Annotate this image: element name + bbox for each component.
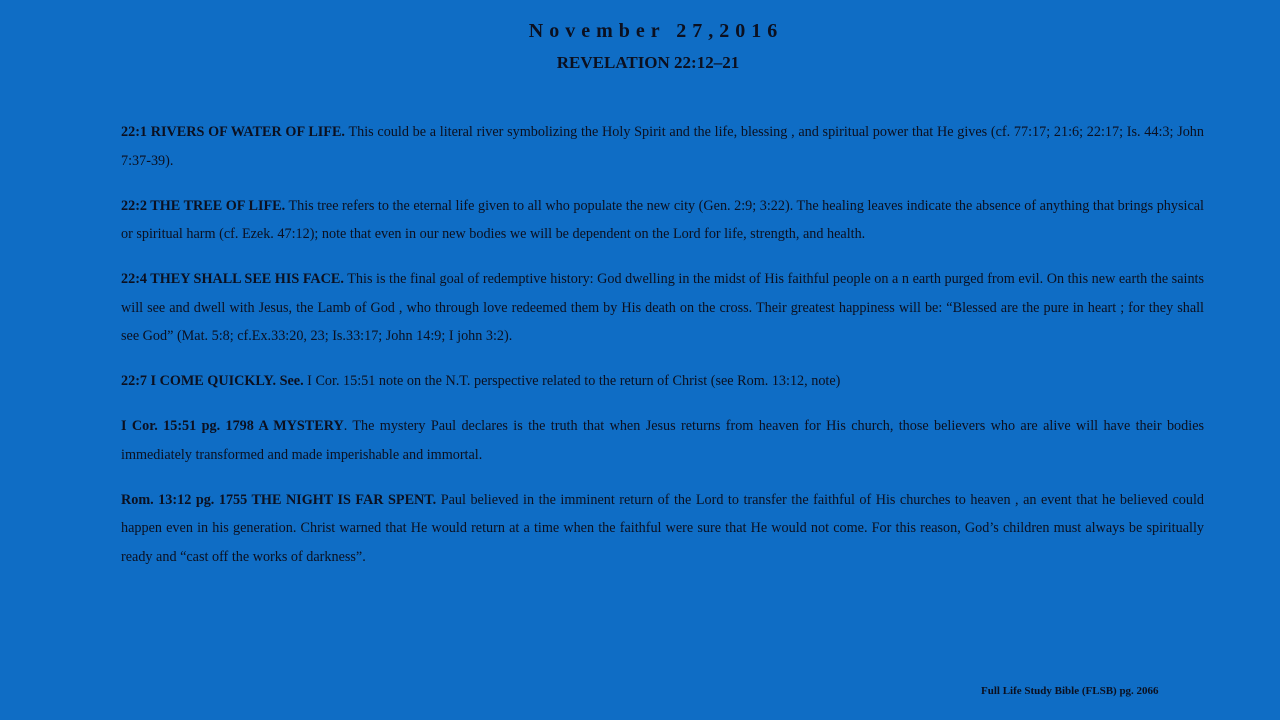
note-text: This is the final goal of redemptive history: God dwelling in the midst of His faithful people on a n earth purged from evil. On this new earth the saints will see and dwell with Jesus, the Lamb of God , who through love redeemed them by His death on the cross. Their greatest happiness will be: “Blessed are the pure in heart ; for they shall see God” (Mat. 5:8; cf.Ex.33:20, 23; Is.33:17; John 14:9; I john 3:2). (121, 271, 1204, 344)
note-heading: Rom. 13:12 pg. 1755 THE NIGHT IS FAR SPENT. (121, 491, 437, 508)
source-citation: Full Life Study Bible (FLSB) pg. 2066 (981, 685, 1159, 697)
note-paragraph (121, 367, 1204, 396)
note-heading: I Cor. 15:51 pg. 1798 A MYSTERY (121, 418, 344, 434)
slide-date: November 27,2016 (528, 20, 784, 42)
note-text: This could be a literal river symbolizing the Holy Spirit and the life, blessing , and spiritual power that He gives (cf. 77:17; 21:6; 22:17; Is. 44:3; John 7:37-39). (121, 124, 1204, 169)
note-paragraph (121, 118, 1204, 175)
note-paragraph (121, 265, 1204, 351)
note-heading: 22:2 THE TREE OF LIFE. (121, 197, 286, 214)
note-heading: 22:1 RIVERS OF WATER OF LIFE. (121, 124, 345, 140)
note-text: I Cor. 15:51 note on the N.T. perspective related to the return of Christ (see Rom. 13:12, note) (303, 373, 841, 389)
note-text: Paul believed in the imminent return of the Lord to transfer the faithful of His churches to heaven , an event that he believed could happen even in his generation. Christ warned that He would return at a time when the faithful were sure that He would not come. For this reason, God’s children must always be spiritually ready and “cast off the works of darkness”. (121, 491, 1204, 565)
note-heading: 22:4 THEY SHALL SEE HIS FACE. (121, 271, 344, 287)
note-text: . The mystery Paul declares is the truth that when Jesus returns from heaven for His church, those believers who are alive will have their bodies immediately transformed and made imperishable and immortal. (121, 418, 1205, 463)
scripture-reference: REVELATION 22:12–21 (556, 53, 740, 72)
note-text: This tree refers to the eternal life given to all who populate the new city (Gen. 2:9; 3:22). The healing leaves indicate the absence of anything that brings physical or spiritual harm (cf. Ezek. 47:12); note that even in our new bodies we will be dependent on the Lord for life, strength, and health. (121, 197, 1204, 242)
study-notes (121, 118, 1204, 588)
note-paragraph (121, 412, 1204, 469)
note-paragraph (121, 486, 1204, 572)
note-heading: 22:7 I COME QUICKLY. See. (121, 373, 304, 389)
note-paragraph (121, 192, 1204, 249)
